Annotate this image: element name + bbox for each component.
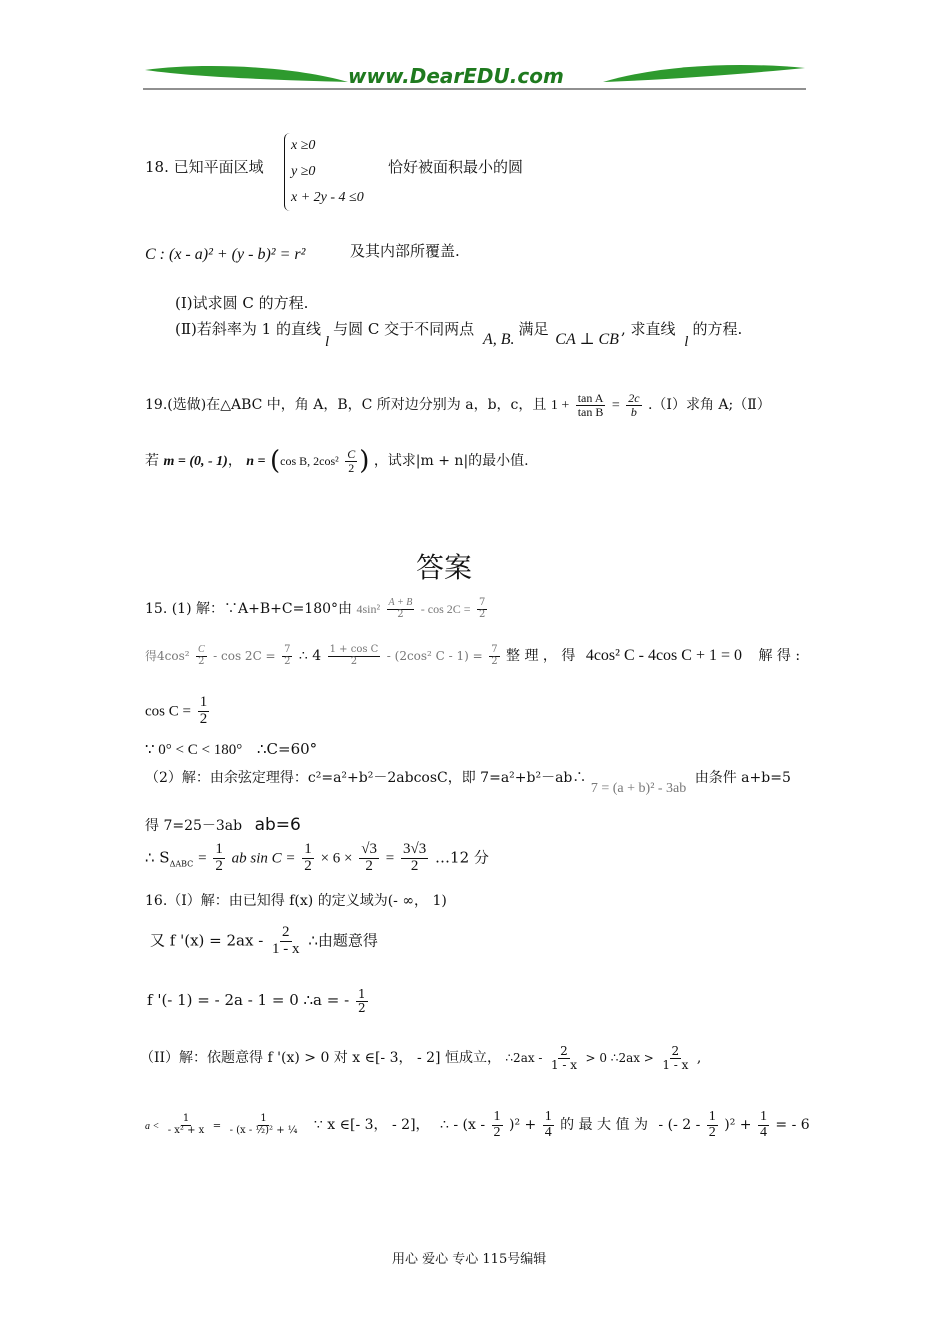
- a15-line6: 得 7=25－3ab ab=6: [145, 815, 301, 835]
- a15-line5: （2）解：由余弦定理得：c²=a²+b²－2abcosC，即 7=a²+b²－ab∴ 7 = (a + b)² - 3ab 由条件 a+b=5: [145, 770, 791, 796]
- q18-ineq-1: x ≥0: [291, 138, 316, 153]
- q18-part2: (Ⅱ)若斜率为 1 的直线l与圆 C 交于不同两点 A, B.满足 CA ⊥ CB, 求直线 l的方程.: [175, 320, 743, 350]
- a16-line2: 又 f '(x) = 2ax - $\frac{2}{1 - x}$ ∴由题意得: [150, 924, 378, 957]
- q18-text-c: 及其内部所覆盖.: [350, 242, 460, 260]
- a15-line7: ∴ $S_{\Delta ABC}$ = $\frac{1}{2}$ ab sin C = $\frac{1}{2}$ × 6 × $\frac{√3}{2}$ = $\frac{3√3}{2}$ …12 分: [145, 841, 489, 874]
- a16-line4: （II）解：依题意得 f '(x) > 0 对 x ∈[- 3， - 2] 恒成立， ∴2ax - $\frac{2}{1 - x}$ > 0 ∴2ax > $\frac{2}{1 - x}$ ,: [140, 1044, 702, 1072]
- q18-text-b: 恰好被面积最小的圆: [388, 158, 524, 176]
- q18-circle-eq: C : (x - a)² + (y - b)² = r²: [145, 246, 306, 263]
- a15-line2: 得4cos² $\frac{C}{2}$ - cos 2C = $\frac{7}{2}$ ∴ 4 $\frac{\text{1 + cos C}}{2}$ - (2cos² C - 1) = $\frac{7}{2}$ 整 理 ， 得 4cos² C - 4cos C + 1 = 0 解 得 :: [145, 644, 801, 667]
- q18-part1: (Ⅰ)试求圆 C 的方程.: [175, 294, 309, 312]
- q18-ineq-2: y ≥0: [291, 164, 316, 179]
- a15-line4: ∵ 0° < C < 180° ∴C=60°: [145, 740, 318, 758]
- page-footer: 用心 爱心 专心 115号编辑: [392, 1252, 547, 1267]
- a15-line1: 15. (1) 解：∵A+B+C=180°由 4sin² $\frac{A + B}{2}$ - cos 2C = $\frac{7}{2}$: [145, 597, 486, 620]
- a16-line3: f '(- 1) = - 2a - 1 = 0 ∴a = - $\frac{1}{2}$: [147, 987, 366, 1015]
- site-logo: www.DearEDU.com: [348, 64, 564, 88]
- a16-line5: a < $\frac{1}{\text{- x² + x}}$ = $\frac{1}{\text{- (x - ½)² + ¼}}$ ∵ x ∈[- 3， - 2]， ∴ - (x - $\frac{1}{2}$ )² + $\frac{1}{4}$ 的 最 大 值 为 - (- 2 - $\frac{1}{2}$ )² + $\frac{1}{4}$ = - 6: [145, 1109, 810, 1140]
- q18-ineq-3: x + 2y - 4 ≤0: [291, 190, 364, 205]
- a15-line3: cos C = $\frac{1}{2}$: [145, 694, 208, 727]
- q19-line1: 19.(选做)在△ABC 中，角 A，B，C 所对边分别为 a，b，c，且 1 + $\frac{\text{tan A}}{\text{tan B}}$ = $\frac{2c}{b}$ .（Ⅰ）求角 A;（Ⅱ）: [145, 391, 771, 419]
- q18-system: [284, 133, 364, 211]
- q19-line2: 若 m = (0, - 1)， n = (cos B, 2cos² $\frac{C}{2}$ ) ，试求|m + n|的最小值.: [145, 446, 529, 476]
- q18-label: 18. 已知平面区域: [145, 158, 264, 176]
- a16-line1: 16.（I）解：由已知得 f(x) 的定义域为(- ∞， 1): [145, 893, 447, 909]
- answers-title: 答案: [416, 551, 473, 584]
- header-banner: [143, 58, 806, 94]
